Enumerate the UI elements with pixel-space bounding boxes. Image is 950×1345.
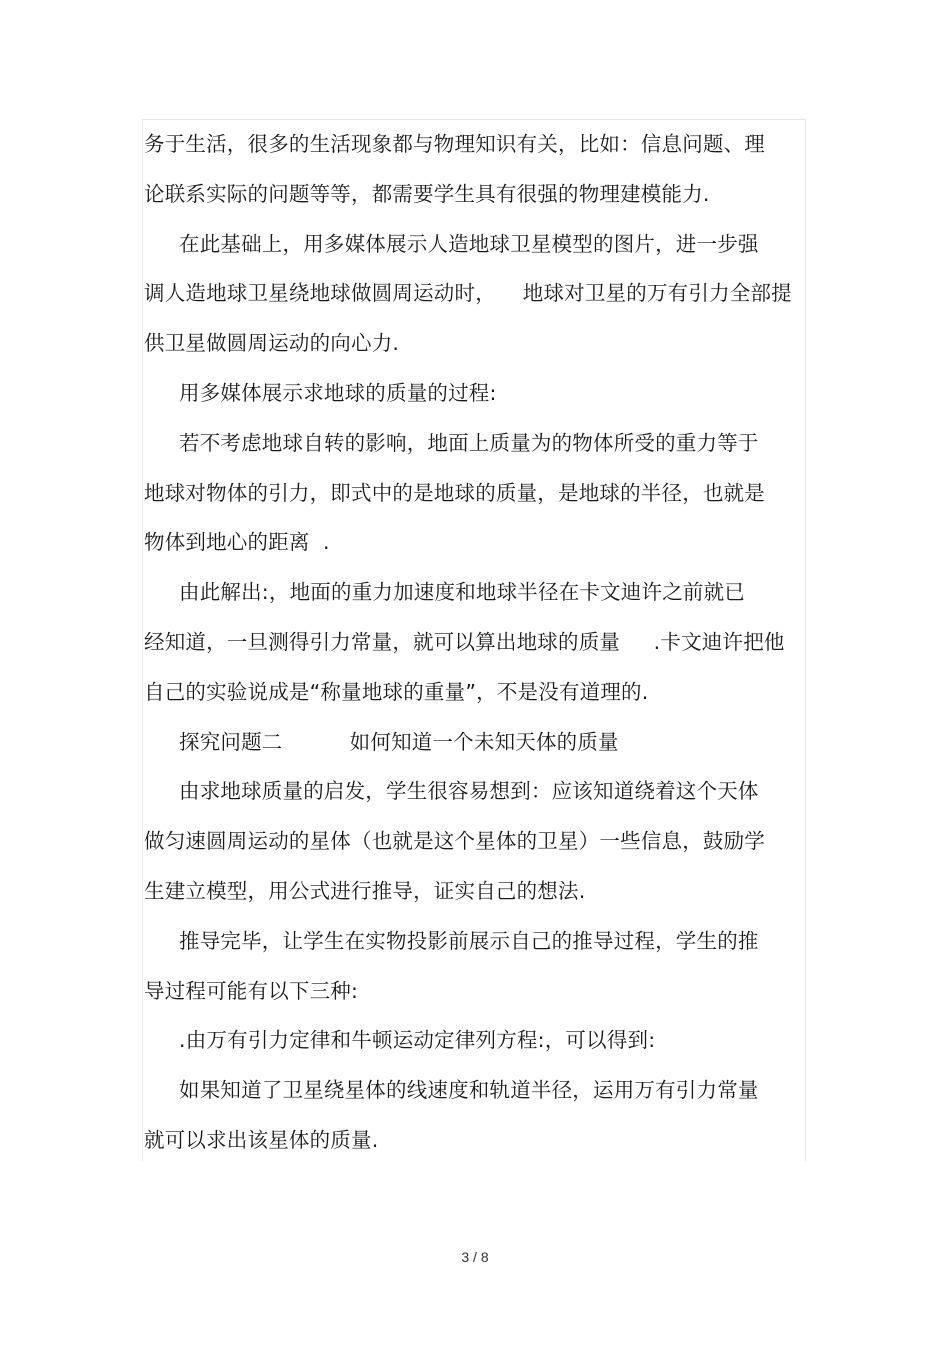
section-heading: 探究问题二 如何知道一个未知天体的质量 — [179, 729, 619, 754]
text-line: 在此基础上，用多媒体展示人造地球卫星模型的图片，进一步强 — [179, 231, 759, 256]
text-line: 由此解出:，地面的重力加速度和地球半径在卡文迪许之前就已 — [179, 580, 746, 605]
text-line: 务于生活，很多的生活现象都与物理知识有关，比如：信息问题、理 — [144, 132, 765, 156]
text-line: 若不考虑地球自转的影响，地面上质量为的物体所受的重力等于 — [179, 430, 759, 455]
text-line: 生建立模型，用公式进行推导，证实自己的想法. — [144, 878, 586, 903]
text-line: 推导完毕，让学生在实物投影前展示自己的推导过程，学生的推 — [179, 928, 759, 953]
text-line: .由万有引力定律和牛顿运动定律列方程:，可以得到: — [179, 1028, 656, 1053]
text-line: 用多媒体展示求地球的质量的过程: — [179, 380, 497, 405]
text-line: 如果知道了卫星绕星体的线速度和轨道半径，运用万有引力常量 — [179, 1078, 759, 1103]
text-line: 自己的实验说成是“称量地球的重量”，不是没有道理的. — [144, 679, 649, 704]
text-line: 调人造地球卫星绕地球做圆周运动时， 地球对卫星的万有引力全部提 — [144, 281, 792, 306]
text-line: 经知道，一旦测得引力常量，就可以算出地球的质量 .卡文迪许把他 — [144, 629, 785, 654]
text-line: 供卫星做圆周运动的向心力. — [144, 331, 400, 356]
text-line: 导过程可能有以下三种: — [144, 978, 359, 1003]
page-number: 3 / 8 — [461, 1249, 489, 1265]
text-line: 论联系实际的问题等等，都需要学生具有很强的物理建模能力. — [144, 181, 710, 206]
text-line: 物体到地心的距离 . — [144, 530, 330, 555]
text-line: 做匀速圆周运动的星体（也就是这个星体的卫星）一些信息，鼓励学 — [144, 829, 765, 854]
text-line: 由求地球质量的启发，学生很容易想到：应该知道绕着这个天体 — [179, 779, 759, 804]
text-line: 就可以求出该星体的质量. — [144, 1127, 379, 1152]
text-line: 地球对物体的引力，即式中的是地球的质量，是地球的半径，也就是 — [144, 480, 765, 505]
document-body — [144, 124, 804, 1170]
